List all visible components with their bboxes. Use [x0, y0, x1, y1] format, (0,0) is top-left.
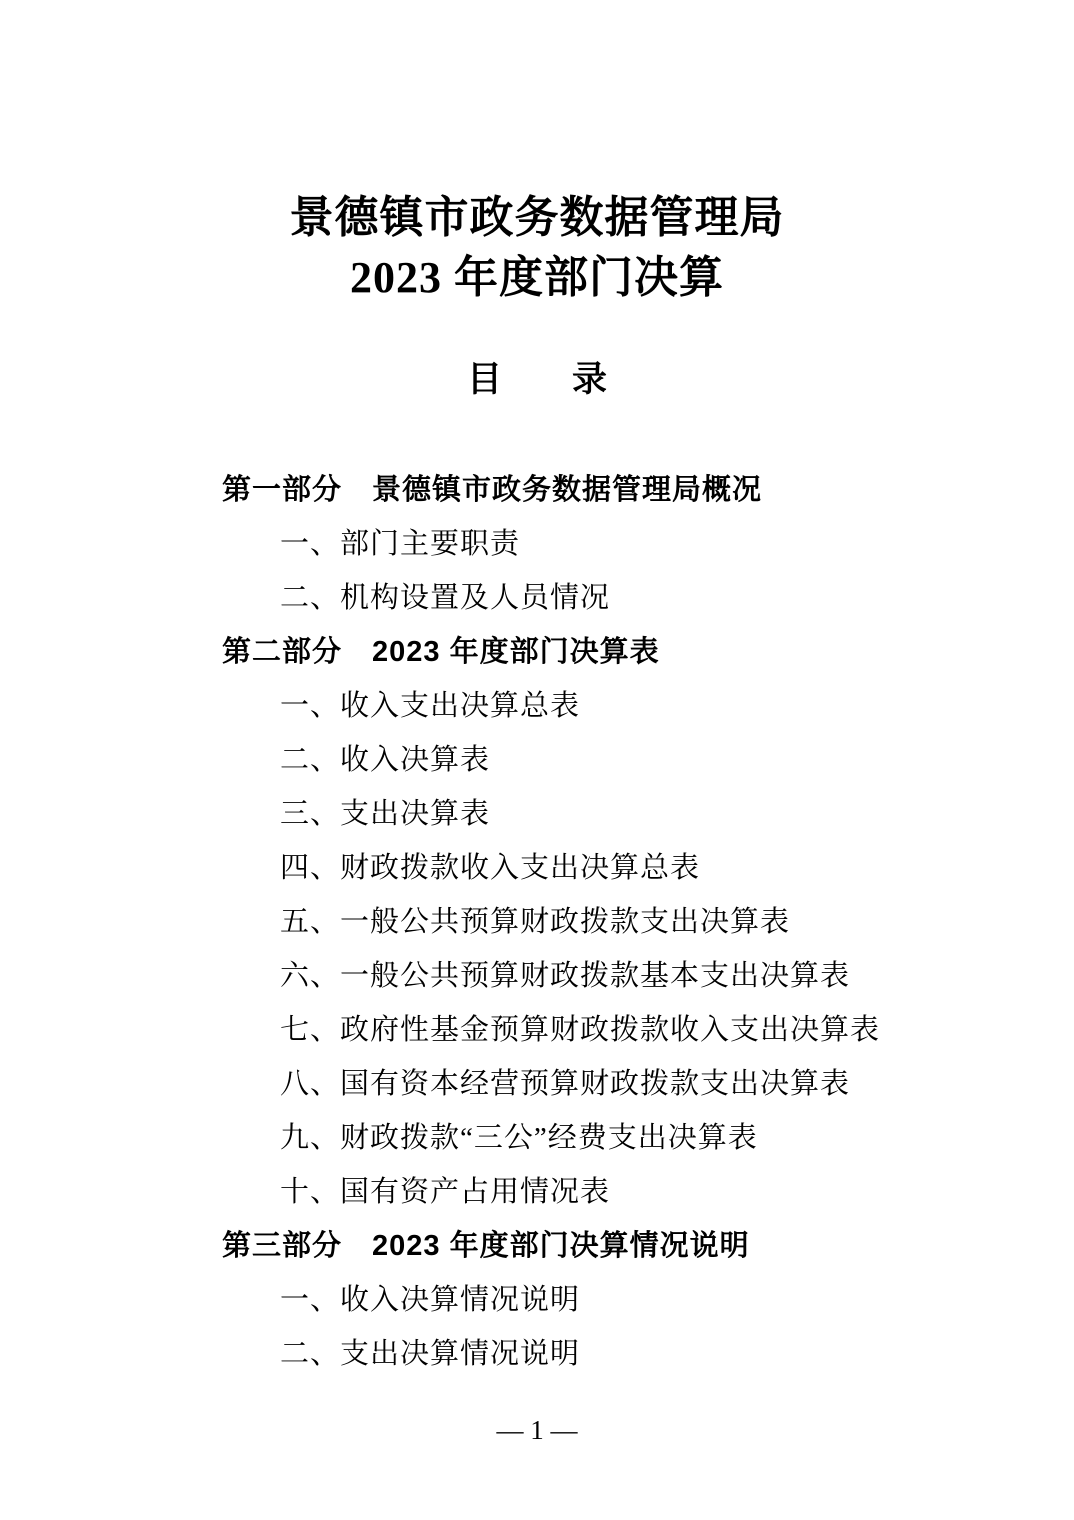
toc-section-heading: 第三部分 2023 年度部门决算情况说明 — [222, 1230, 750, 1262]
document-title — [0, 188, 1074, 308]
toc-item: 二、机构设置及人员情况 — [280, 582, 611, 614]
toc-item: 一、收入支出决算总表 — [280, 690, 581, 722]
toc-section-heading: 第二部分 2023 年度部门决算表 — [222, 636, 660, 668]
toc-item: 九、财政拨款“三公”经费支出决算表 — [280, 1122, 758, 1154]
toc-item: 一、收入决算情况说明 — [280, 1284, 581, 1316]
toc-item: 三、支出决算表 — [280, 798, 491, 830]
toc-item: 六、一般公共预算财政拨款基本支出决算表 — [280, 960, 851, 992]
toc-item: 二、支出决算情况说明 — [280, 1338, 581, 1370]
page-number: — 1 — — [496, 1415, 578, 1445]
toc-item: 八、国有资本经营预算财政拨款支出决算表 — [280, 1068, 851, 1100]
document-title-line1: 景德镇市政务数据管理局 — [289, 193, 785, 242]
toc-section-heading: 第一部分 景德镇市政务数据管理局概况 — [222, 474, 763, 506]
toc-list — [0, 463, 1074, 1381]
toc-item: 七、政府性基金预算财政拨款收入支出决算表 — [280, 1014, 881, 1046]
toc-item: 五、一般公共预算财政拨款支出决算表 — [280, 906, 791, 938]
document-title-line2: 2023 年度部门决算 — [350, 253, 724, 302]
toc-item: 一、部门主要职责 — [280, 528, 521, 560]
toc-heading: 目 录 — [466, 360, 607, 399]
toc-item: 十、国有资产占用情况表 — [280, 1176, 611, 1208]
toc-item: 四、财政拨款收入支出决算总表 — [280, 852, 701, 884]
toc-item: 二、收入决算表 — [280, 744, 491, 776]
